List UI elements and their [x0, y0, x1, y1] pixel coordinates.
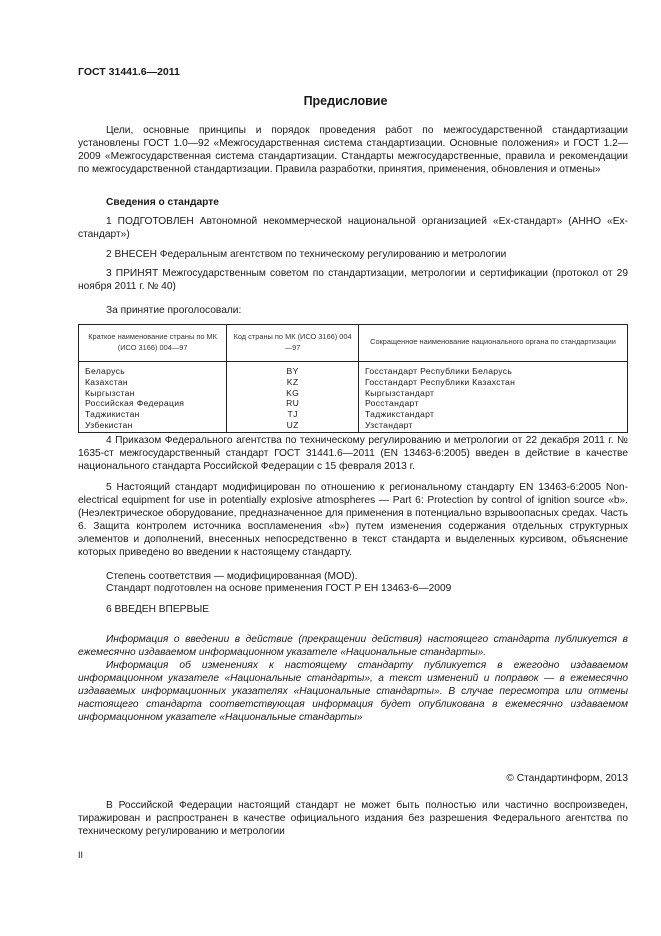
standards-body: Росстандарт [358, 398, 627, 409]
item-4: 4 Приказом Федерального агентства по техническому регулированию и метрологии от 22 декабря 2011 г. № 1635-ст межгосударственный стандарт ГОСТ 31441.6—2011 (EN 13463-6:2005) введен в действие в качестве национального стандарта Российской Федерации с 15 февраля 2013 г. [78, 435, 628, 472]
table-row [79, 409, 628, 420]
intro-paragraph: Цели, основные принципы и порядок проведения работ по межгосударственной стандартизации установлены ГОСТ 1.0—92 «Межгосударственная система стандартизации. Основные положения» и ГОСТ 1.2—2009 «Межгосударственная система стандартизации. Стандарты межгосударственные, правила и рекомендации по межгосударственной стандартизации. Правила разработки, принятия, применения, обновления и отмены» [78, 125, 628, 175]
country-name: Российская Федерация [79, 398, 227, 409]
column-header: Код страны по МК (ИСО 3166) 004—97 [227, 325, 359, 362]
country-code: KG [227, 388, 359, 399]
country-name: Узбекистан [79, 420, 227, 432]
notice-2: Информация об изменениях к настоящему стандарту публикуется в ежегодно издаваемом информационном указателе «Национальные стандарты», а текст изменений и поправок — в ежемесячно издаваемых информационных указателях «Национальные стандарты». В случае пересмотра или отмены настоящего стандарта соответствующая информация будет опубликована в ежемесячно издаваемом информационном указателе «Национальные стандарты» [78, 660, 628, 723]
notice-1: Информация о введении в действие (прекращении действия) настоящего стандарта публикуется в ежемесячно издаваемом информационном указателе «Национальные стандарты». [78, 634, 628, 658]
item-5-basis: Стандарт подготовлен на основе применения ГОСТ Р ЕН 13463-6—2009 [106, 583, 452, 594]
country-code: KZ [227, 377, 359, 388]
country-name: Казахстан [79, 377, 227, 388]
standards-body: Таджикстандарт [358, 409, 627, 420]
section-heading: Сведения о стандарте [106, 197, 219, 208]
standards-body: Госстандарт Республики Беларусь [358, 362, 627, 377]
table-row [79, 377, 628, 388]
country-name: Таджикистан [79, 409, 227, 420]
restriction-notice: В Российской Федерации настоящий стандарт не может быть полностью или частично воспроизведен, тиражирован и распространен в качестве официального издания без разрешения Федерального агентства по техническому регулированию и метрологии [78, 800, 628, 837]
item-2: 2 ВНЕСЕН Федеральным агентством по техническому регулированию и метрологии [106, 249, 507, 260]
country-name: Кыргызстан [79, 388, 227, 399]
page-title: Предисловие [303, 94, 388, 108]
table-row [79, 362, 628, 377]
country-name: Беларусь [79, 362, 227, 377]
country-code: TJ [227, 409, 359, 420]
voting-table [78, 324, 628, 433]
vote-label: За принятие проголосовали: [106, 305, 242, 316]
standards-body: Узстандарт [358, 420, 627, 432]
country-code: UZ [227, 420, 359, 432]
item-5: 5 Настоящий стандарт модифицирован по отношению к региональному стандарту EN 13463-6:2005 Non-electrical equipment for use in potentially explosive atmospheres — Part 6: Protection by control of ignition source «b». (Неэлектрическое оборудование, предназначенное для применения в потенциально взрывоопасных средах. Часть 6. Защита контролем источника воспламенения «b») путем изменения содержания отдельных структурных элементов и дополнений, внесенных непосредственно в текст стандарта и выделенных курсивом, объяснение которых приведено во введении к настоящему стандарту. [78, 482, 628, 558]
copyright: © Стандартинформ, 2013 [506, 773, 628, 784]
item-6: 6 ВВЕДЕН ВПЕРВЫЕ [106, 604, 210, 615]
item-5-mod: Степень соответствия — модифицированная (MOD). [106, 571, 358, 582]
standards-body: Госстандарт Республики Казахстан [358, 377, 627, 388]
document-header: ГОСТ 31441.6—2011 [78, 66, 180, 78]
country-code: BY [227, 362, 359, 377]
column-header: Сокращенное наименование национального органа по стандартизации [358, 325, 627, 362]
standards-body: Кыргызстандарт [358, 388, 627, 399]
page-number: II [78, 850, 84, 860]
item-3: 3 ПРИНЯТ Межгосударственным советом по стандартизации, метрологии и сертификации (протокол от 29 ноября 2011 г. № 40) [78, 268, 628, 292]
item-1: 1 ПОДГОТОВЛЕН Автономной некоммерческой национальной организацией «Ех-стандарт» (АННО «Ех-стандарт») [78, 216, 628, 240]
column-header: Краткое наименование страны по МК (ИСО 3166) 004—97 [79, 325, 227, 362]
table-row [79, 388, 628, 399]
table-row [79, 420, 628, 432]
country-code: RU [227, 398, 359, 409]
table-row [79, 398, 628, 409]
